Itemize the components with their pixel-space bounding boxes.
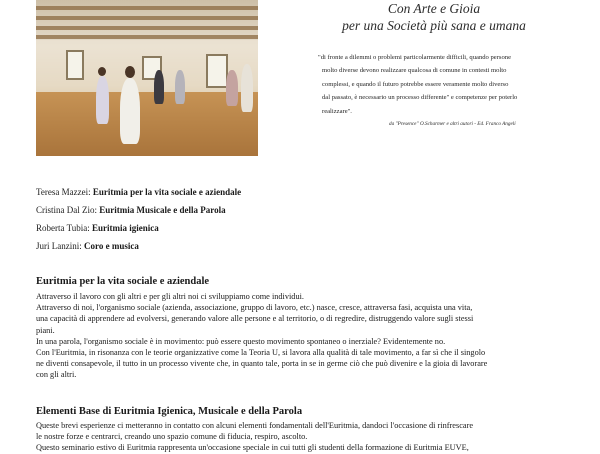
teacher-row	[36, 186, 556, 204]
teacher-row	[36, 222, 556, 240]
motto-line-2: per una Società più sana e umana	[342, 18, 526, 33]
body-line: Attraverso il lavoro con gli altri e per gli altri noi ci sviluppiamo come individui.	[36, 292, 304, 301]
dance-studio-photo	[36, 0, 258, 156]
teacher-name: Cristina Dal Zio:	[36, 205, 97, 215]
quote-line: complessi, e quando il futuro potrebbe essere veramente molto diverso	[322, 80, 509, 88]
quote-line: dal passato, è necessario un processo differente" e competenze per poterlo	[322, 94, 518, 102]
body-line: piani.	[36, 325, 55, 335]
body-line: Attraverso di noi, l'organismo sociale (azienda, associazione, gruppo di lavoro, etc.) nasce, cresce, attraversa fasi, acquista una vita,	[36, 303, 473, 313]
body-line: le nostre forze e centrarci, creando uno spazio comune di fiducia, respiro, ascolto.	[36, 432, 308, 442]
motto-line-1: Con Arte e Gioia	[387, 1, 481, 16]
section-title-social: Euritmia per la vita sociale e aziendale	[36, 276, 210, 287]
body-line: In una parola, l'organismo sociale è in movimento: può essere questo movimento spontaneo o inerziale? Evidentemente no.	[36, 336, 446, 346]
section-body-social	[36, 291, 556, 381]
teacher-row	[36, 204, 556, 222]
teacher-course: Euritmia Musicale e della Parola	[99, 205, 226, 215]
quote-block	[318, 51, 580, 118]
body-line: Con l'Euritmia, in risonanza con le teorie organizzative come la Teoria U, si lavora alla qualità di tale movimento, a far sì che il singolo	[36, 348, 486, 358]
body-line: ne diventi consapevole, il tutto in un processo vivente che, in quanto tale, porta in se in germe ciò che può divenire e la gioia di lavorare	[36, 359, 488, 369]
section-title-base: Elementi Base di Euritmia Igienica, Musicale e della Parola	[36, 406, 303, 417]
teacher-list	[36, 186, 556, 258]
quote-line: molto diverse devono realizzare qualcosa di comune in contesti molto	[322, 67, 507, 75]
teacher-name: Roberta Tubia:	[36, 223, 90, 233]
teacher-course: Euritmia per la vita sociale e aziendale	[92, 187, 242, 197]
teacher-name: Juri Lanzini:	[36, 241, 82, 251]
quote-line: realizzare".	[322, 107, 352, 115]
teacher-course: Euritmia igienica	[92, 223, 159, 233]
teacher-name: Teresa Mazzei:	[36, 187, 91, 197]
body-line: una capacità di apprendere ad evolversi, generando valore alle persone e al territorio, o di regredire, distruggendo valore sugli stessi	[36, 314, 474, 324]
motto	[300, 0, 568, 34]
teacher-course: Coro e musica	[84, 241, 139, 251]
body-line: Queste brevi esperienze ci metteranno in contatto con alcuni elementi fondamentali dell'Euritmia, dandoci l'occasione di rinfrescare	[36, 421, 474, 430]
quote-source: da "Presence" O.Scharmer e altri autori - Ed. Franco Angeli	[389, 121, 516, 127]
quote-line: "di fronte a dilemmi o problemi particolarmente difficili, quando persone	[318, 54, 511, 61]
teacher-row	[36, 240, 556, 258]
body-line: con gli altri.	[36, 370, 77, 380]
section-body-base	[36, 420, 556, 454]
body-line: Questo seminario estivo di Euritmia rappresenta un'occasione speciale in cui tutti gli studenti della formazione di Euritmia EUVE,	[36, 443, 469, 453]
